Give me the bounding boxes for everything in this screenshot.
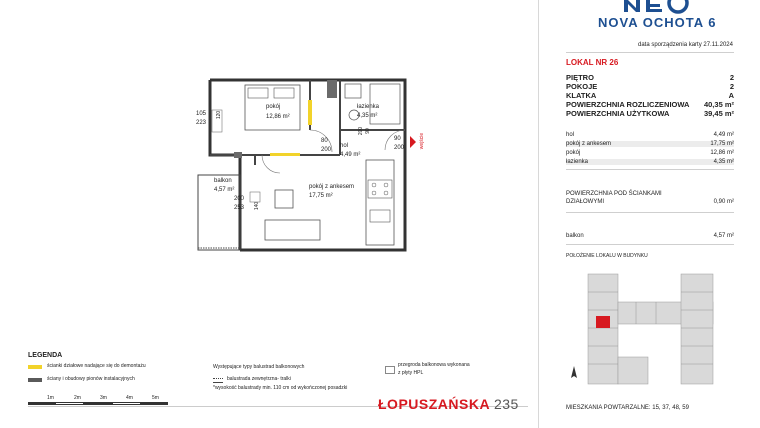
partition-icon [385,366,395,374]
scale-3m: 3m [100,395,107,401]
unit-highlight [596,316,610,328]
under-walls-row: DZIAŁOWYMI 0,90 m² [566,199,734,205]
room-area-lazienka: 4,35 m² [357,113,378,119]
similar-units: MIESZKANIA POWTARZALNE: 15, 37, 48, 59 [566,405,689,411]
location-label: POŁOŻENIE LOKALU W BUDYNKU [566,253,648,259]
scale-4m: 4m [126,395,133,401]
table [275,190,293,208]
room-row-pokoj: pokój 12,86 m² [566,150,734,156]
rule [566,52,734,53]
row-pow-uzytkowa: POWIERZCHNIA UŻYTKOWA 39,45 m² [566,109,734,118]
partition-line-2: z płyty HPL [398,370,424,376]
dim-105: 105 [196,111,207,117]
dim-200a: 200 [321,147,332,153]
rule [566,169,734,170]
rule [566,244,734,245]
row-pow-rozliczeniowa: POWIERZCHNIA ROZLICZENIOWA 40,35 m² [566,100,734,109]
legend-gray-swatch [28,378,42,382]
sofa [265,220,320,240]
dim-200c: 200 [234,196,245,202]
card-date: data sporządzenia karty 27.11.2024 [638,42,733,48]
room-area-balkon: 4,57 m² [214,187,235,193]
north-arrow-icon [571,366,577,378]
room-label-aneks: pokój z ankesem [309,184,355,190]
demountable-wall [308,100,312,125]
legend-title: LEGENDA [28,352,63,359]
dim-223: 223 [196,120,207,126]
room-label-hol: hol [340,143,349,149]
dim-80: 80 [321,138,328,144]
scale-2m: 2m [74,395,81,401]
dim-vertical-3: 90 [364,128,371,134]
row-pietro: PIĘTRO 2 [566,73,734,82]
balcony-row: balkon 4,57 m² [566,233,734,239]
dim-253: 253 [234,205,245,211]
room-row-aneks: pokój z ankesem 17,75 m² [566,141,734,147]
scale-1m: 1m [47,395,54,401]
installation-shaft [327,80,337,98]
row-klatka: KLATKA A [566,91,734,100]
kitchen-counter [366,160,394,245]
balustrade-title: Występujące typy balustrad balkonowych [213,364,305,370]
room-area-aneks: 17,75 m² [309,193,333,199]
room-label-balkon: balkon [214,178,232,184]
floor-plan [190,70,430,260]
legend-yellow-label: ścianki działowe nadające się do demontażu [47,363,146,369]
brand-name: NOVA OCHOTA 6 [598,15,717,30]
room-area-pokoj: 12,86 m² [266,114,290,120]
room-area-hol: 4,49 m² [340,152,361,158]
balustrade-icon [213,378,223,383]
room-label-lazienka: łazienka [357,104,380,110]
under-walls-label-1: POWIERZCHNIA POD ŚCIANKAMI [566,191,662,197]
dim-200b: 200 [394,145,405,151]
entrance-label: wejście [419,132,426,150]
rule [566,212,734,213]
partition-line-1: przegroda balkonowa wykonana [398,362,470,368]
dim-90: 90 [394,136,401,142]
address-street: ŁOPUSZAŃSKA [378,396,490,412]
dim-vertical-4: 140 [254,201,261,211]
scale-5m: 5m [152,395,159,401]
legend-gray-label: ściany i obudowy pionów instalacyjnych [47,376,135,382]
unit-title: LOKAL NR 26 [566,58,619,67]
panel-divider [538,0,539,428]
entrance-arrow-icon [410,136,416,148]
neo-logo [618,0,708,16]
toilet [345,84,361,98]
balustrade-item-1: balustrada zewnętrzna- tralki [227,376,291,382]
room-row-hol: hol 4,49 m² [566,132,734,138]
building-location-plan [566,262,736,392]
address-number: 235 [493,396,519,412]
dim-vertical-1: 120 [216,110,223,120]
dim-vertical-2: 200 [358,126,365,136]
balustrade-item-2: *wysokość balustrady min. 110 cm od wykończonej posadzki [213,385,348,391]
legend-yellow-swatch [28,365,42,369]
address [378,396,519,412]
room-label-pokoj: pokój [266,104,281,110]
room-row-lazienka: łazienka 4,35 m² [566,159,734,165]
row-pokoje: POKOJE 2 [566,82,734,91]
